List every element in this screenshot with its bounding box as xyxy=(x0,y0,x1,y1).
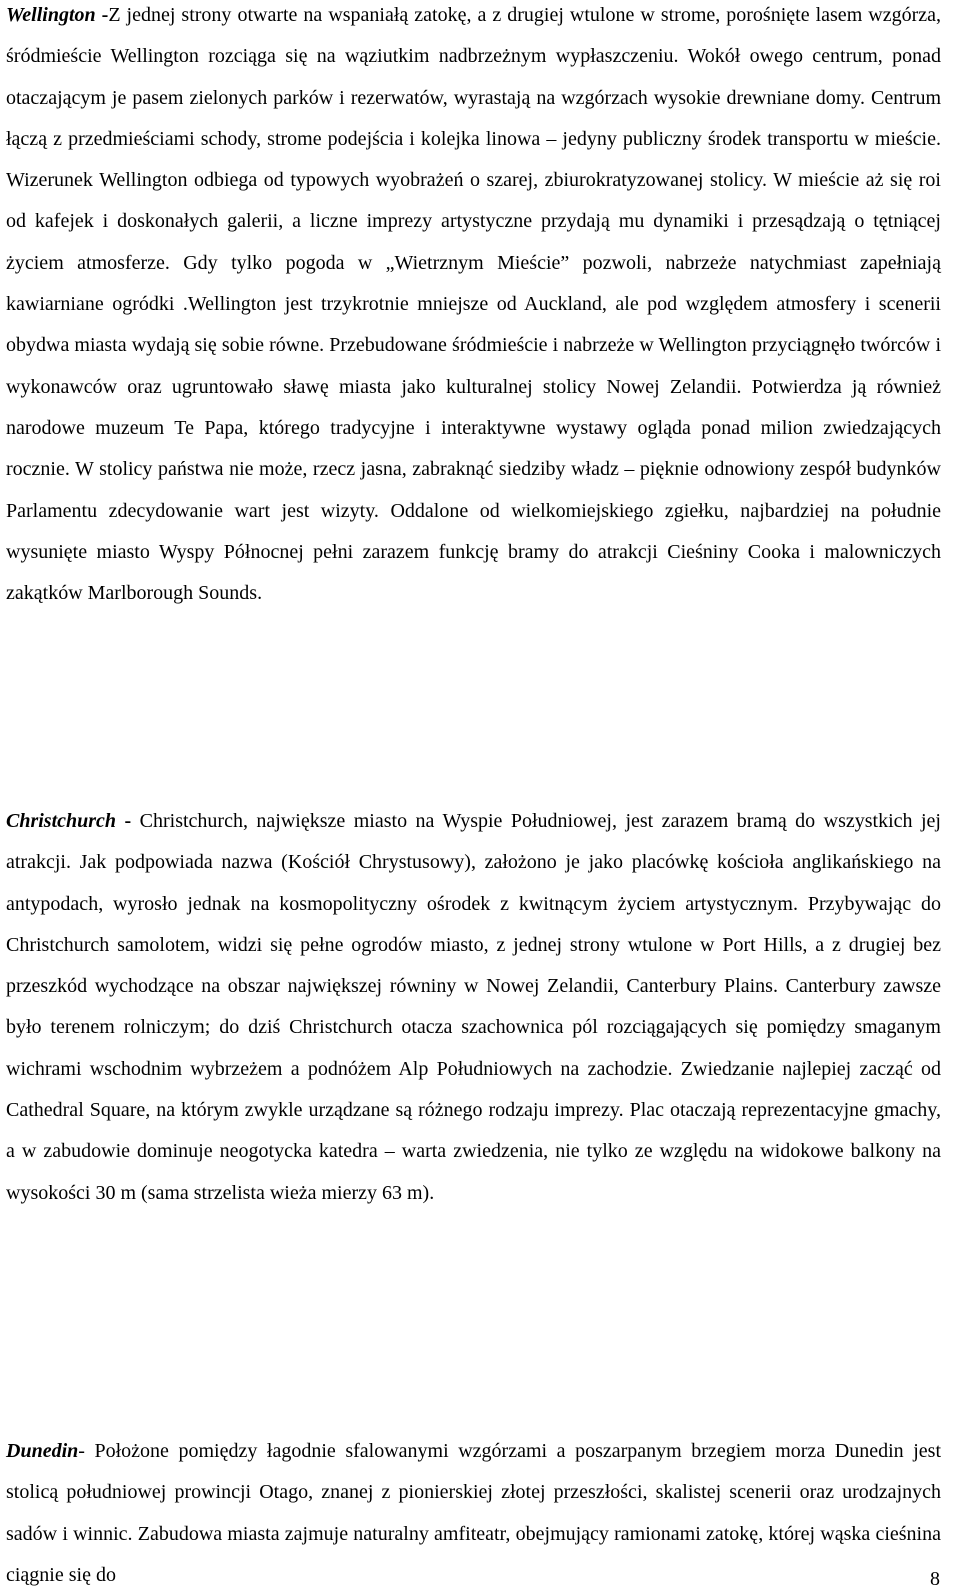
section-heading-dunedin: Dunedin xyxy=(6,1440,79,1462)
page-number: 8 xyxy=(930,1568,940,1590)
section-heading-christchurch: Christchurch xyxy=(6,810,117,832)
section-dunedin xyxy=(6,1431,941,1596)
section-separator-wellington: - xyxy=(95,4,109,26)
section-separator-christchurch: - xyxy=(116,810,140,832)
section-wellington xyxy=(6,0,941,614)
section-christchurch xyxy=(6,801,941,1214)
section-text-christchurch: Christchurch, największe miasto na Wyspie Południowej, jest zarazem bramą do wszystkich jej atrakcji. Jak podpowiada nazwa (Kościół Chrystusowy), założono je jako placówkę kościoła anglikańskiego na antypodach, wyrosło jednak na kosmopolityczny ośrodek z kwitnącym życiem artystycznym. Przybywając do Christchurch samolotem, widzi się pełne ogrodów miasto, z jednej strony wtulone w Port Hills, a z drugiej bez przeszkód wychodzące na obszar największej równiny w Nowej Zelandii, Canterbury Plains. Canterbury zawsze było terenem rolniczym; do dziś Christchurch otacza szachownica pól rozciągających się pomiędzy smaganym wichrami wschodnim wybrzeżem a podnóżem Alp Południowych na zachodzie. Zwiedzanie najlepiej zacząć od Cathedral Square, na którym zwykle urządzane są różnego rodzaju imprezy. Plac otaczają reprezentacyjne gmachy, a w zabudowie dominuje neogotycka katedra – warta zwiedzenia, nie tylko ze względu na widokowe balkony na wysokości 30 m (sama strzelista wieża mierzy 63 m). xyxy=(6,810,941,1204)
section-separator-dunedin: - xyxy=(78,1440,95,1462)
section-text-wellington: Z jednej strony otwarte na wspaniałą zatokę, a z drugiej wtulone w strome, porośnięte lasem wzgórza, śródmieście Wellington rozciąga się na wąziutkim nadbrzeżnym wypłaszczeniu. Wokół owego centrum, ponad otaczającym je pasem zielonych parków i rezerwatów, wyrastają na wzgórzach wysokie drewniane domy. Centrum łączą z przedmieściami schody, strome podejścia i kolejka linowa – jedyny publiczny środek transportu w mieście. Wizerunek Wellington odbiega od typowych wyobrażeń o szarej, zbiurokratyzowanej stolicy. W mieście aż się roi od kafejek i doskonałych galerii, a liczne imprezy artystyczne przydają mu dynamiki i przesądzają o tętniącej życiem atmosferze. Gdy tylko pogoda w „Wietrznym Mieście” pozwoli, nabrzeże natychmiast zapełniają kawiarniane ogródki .Wellington jest trzykrotnie mniejsze od Auckland, ale pod względem atmosfery i scenerii obydwa miasta wydają się sobie równe. Przebudowane śródmieście i nabrzeże w Wellington przyciągnęło twórców i wykonawców oraz ugruntowało sławę miasta jako kulturalnej stolicy Nowej Zelandii. Potwierdza ją również narodowe muzeum Te Papa, którego tradycyjne i interaktywne wystawy ogląda ponad milion zwiedzających rocznie. W stolicy państwa nie może, rzecz jasna, zabraknąć siedziby władz – pięknie odnowiony zespół budynków Parlamentu zdecydowanie wart jest wizyty. Oddalone od wielkomiejskiego zgiełku, najbardziej na południe wysunięte miasto Wyspy Północnej pełni zarazem funkcję bramy do atrakcji Cieśniny Cooka i malowniczych zakątków Marlborough Sounds. xyxy=(6,4,941,605)
section-text-dunedin: Położone pomiędzy łagodnie sfalowanymi wzgórzami a poszarpanym brzegiem morza Dunedin jest stolicą południowej prowincji Otago, znanej z pionierskiej złotej przeszłości, skalistej scenerii oraz urodzajnych sadów i winnic. Zabudowa miasta zajmuje naturalny amfiteatr, obejmujący ramionami zatokę, której wąska cieśnina ciągnie się do xyxy=(6,1440,941,1586)
section-heading-wellington: Wellington xyxy=(6,4,96,26)
